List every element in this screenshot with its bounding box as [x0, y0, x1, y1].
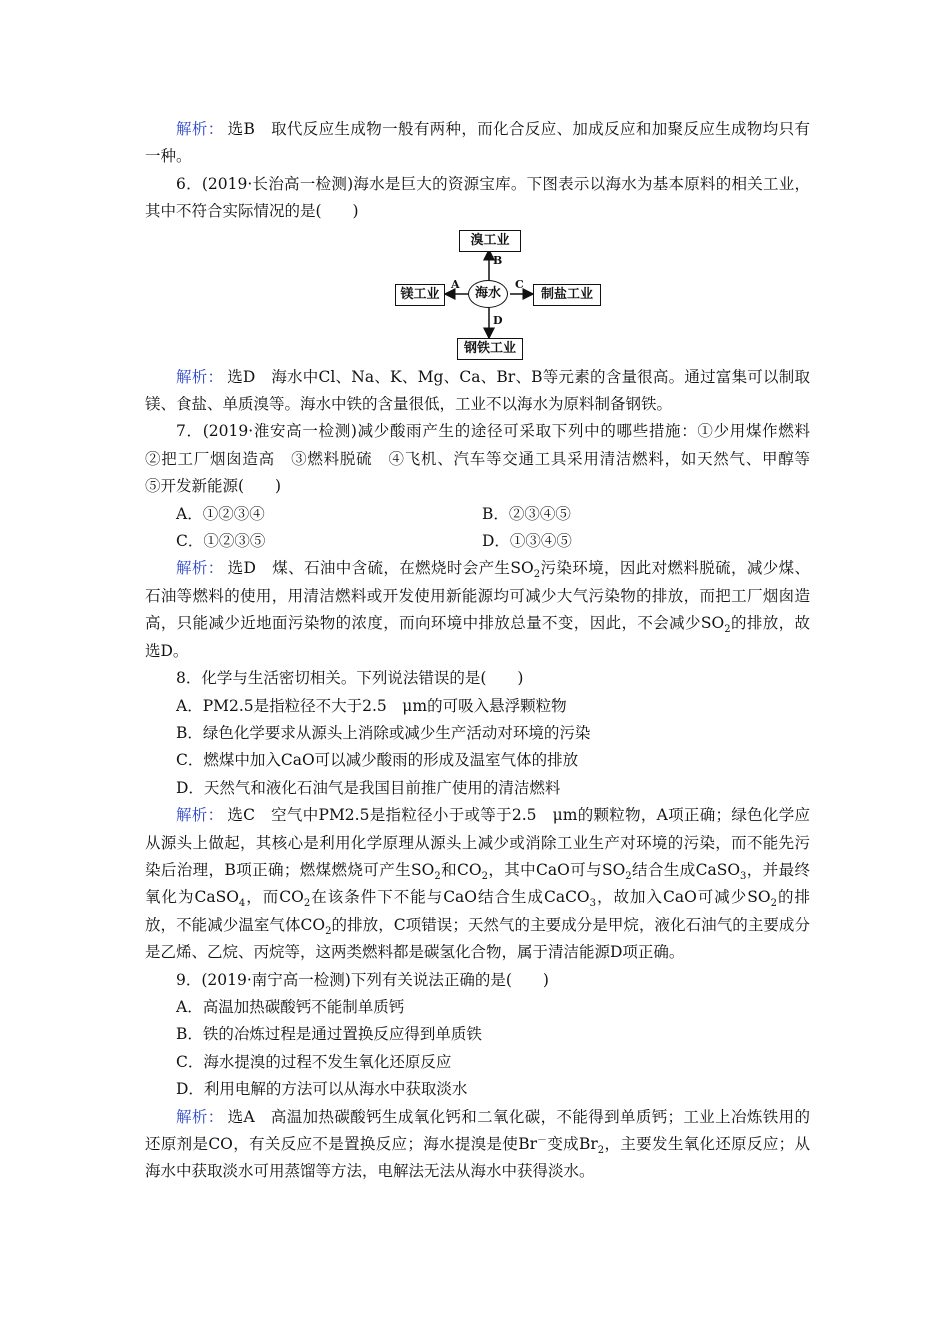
- option-d: D．①③④⑤: [482, 532, 572, 551]
- answer-text: 变成Br: [547, 1135, 598, 1153]
- option-d: D．利用电解的方法可以从海水中获取淡水: [176, 1080, 468, 1099]
- q7-stem: 7．(2019·淮安高一检测)减少酸雨产生的途径可采取下列中的哪些措施：①少用煤作燃料 ②把工厂烟囱造高 ③燃料脱硫 ④飞机、汽车等交通工具采用清洁燃料，如天然气、甲醇等 ⑤开发新能源( ): [145, 422, 826, 496]
- document-body: [145, 116, 826, 1186]
- q7-options-row-1: [145, 501, 810, 528]
- q8-stem: 8．化学与生活密切相关。下列说法错误的是( ): [176, 669, 524, 688]
- answer-text: ，并最终氧化为CaSO: [145, 860, 810, 907]
- option-c: C．燃煤中加入CaO可以减少酸雨的形成及温室气体的排放: [176, 751, 579, 770]
- subscript: 2: [597, 1145, 605, 1157]
- arrow-label-d: D: [493, 313, 503, 327]
- subscript: 2: [434, 871, 441, 883]
- q8-answer: [145, 802, 810, 966]
- answer-text: 选D 海水中Cl、Na、K、Mg、Ca、Br、B等元素的含量很高。通过富集可以制取镁、食盐、单质溴等。海水中铁的含量很低，工业不以海水为原料制备钢铁。: [145, 367, 810, 414]
- answer-text: 污染环境，因此对燃料脱硫，减少煤、石油等燃料的使用，用清洁燃料或开发使用新能源均可减少大气污染物的排放，而把工厂烟囱造高，只能减少近地面污染物的浓度，而向环境中排放总量不变，因此，不会减少SO: [145, 559, 810, 633]
- answer-text: ，主要发生氧化还原反应；从海水中获取淡水可用蒸馏等方法，电解法无法从海水中获得淡水。: [145, 1135, 810, 1181]
- q7-options-row-2: [145, 528, 810, 555]
- subscript: 2: [533, 569, 541, 581]
- option-a: A．PM2.5是指粒径不大于2.5 μm的可吸入悬浮颗粒物: [176, 696, 567, 715]
- answer-text: 结合生成CaSO: [631, 860, 741, 879]
- q6-answer: [145, 364, 810, 419]
- subscript: 2: [770, 898, 777, 910]
- answer-label: 解析：: [176, 120, 224, 138]
- answer-text: 选D 煤、石油中含硫，在燃烧时会产生SO: [227, 559, 534, 578]
- option-a: A．①②③④: [176, 504, 265, 523]
- subscript: 2: [625, 871, 632, 883]
- answer-text: ，其中CaO可与SO: [487, 860, 626, 879]
- arrow-label-b: B: [493, 253, 503, 267]
- option-a: A．高温加热碳酸钙不能制单质钙: [176, 997, 405, 1016]
- q6-stem: 6．(2019·长治高一检测)海水是巨大的资源宝库。下图表示以海水为基本原料的相关工业，其中不符合实际情况的是( ): [145, 174, 810, 221]
- option-c: C．①②③⑤: [176, 532, 266, 551]
- answer-text: 的排放，不能减少温室气体CO: [145, 888, 810, 934]
- answer-text: 和CO: [440, 860, 482, 879]
- answer-text: 的排放，故选D。: [145, 614, 810, 660]
- superscript: －: [537, 1134, 547, 1146]
- subscript: 4: [238, 898, 246, 910]
- answer-text: ，而CO: [245, 888, 304, 907]
- subscript: 2: [303, 898, 311, 910]
- subscript: 2: [724, 624, 731, 636]
- arrow-label-a: A: [451, 277, 460, 291]
- salt-industry-box: 制盐工业: [533, 284, 601, 306]
- answer-text: 选C 空气中PM2.5是指粒径小于或等于2.5 μm的颗粒物，A项正确；绿色化学应从源头上做起，其核心是利用化学原理从源头上减少或消除工业生产对环境的污染，而不能先污染后治理，B项正确；燃煤燃烧可产生SO: [145, 806, 810, 879]
- option-d: D．天然气和液化石油气是我国目前推广使用的清洁燃料: [176, 778, 561, 797]
- answer-text: 选B 取代反应生成物一般有两种，而化合反应、加成反应和加聚反应生成物均只有一种。: [145, 120, 810, 166]
- answer-label: 解析：: [176, 367, 224, 386]
- subscript: 3: [589, 898, 597, 910]
- option-b: B．②③④⑤: [482, 504, 571, 523]
- option-b: B．铁的冶炼过程是通过置换反应得到单质铁: [176, 1025, 482, 1044]
- answer-label: 解析：: [176, 559, 224, 578]
- q9-answer: [145, 1104, 810, 1186]
- q9-stem: 9．(2019·南宁高一检测)下列有关说法正确的是( ): [176, 970, 549, 989]
- bromine-industry-box: 溴工业: [459, 230, 521, 252]
- q7-answer: [145, 555, 810, 665]
- subscript: 2: [325, 925, 332, 937]
- magnesium-industry-box: 镁工业: [395, 284, 445, 306]
- answer-text: 的排放，C项错误；天然气的主要成分是甲烷，液化石油气的主要成分是乙烯、乙烷、丙烷等，这两类燃料都是碳氢化合物，属于清洁能源D项正确。: [145, 915, 810, 962]
- answer-text: 选A 高温加热碳酸钙生成氧化钙和二氧化碳，不能得到单质钙；工业上冶炼铁用的还原剂是CO，有关反应不是置换反应；海水提溴是使Br: [145, 1107, 810, 1153]
- arrow-label-c: C: [515, 277, 524, 291]
- option-b: B．绿色化学要求从源头上消除或减少生产活动对环境的污染: [176, 723, 591, 742]
- answer-label: 解析：: [176, 806, 224, 825]
- subscript: 2: [481, 871, 488, 883]
- seawater-node: 海水: [468, 280, 508, 308]
- seawater-industry-diagram: [145, 230, 810, 362]
- option-c: C．海水提溴的过程不发生氧化还原反应: [176, 1052, 452, 1071]
- answer-label: 解析：: [176, 1107, 224, 1126]
- q5-answer: [145, 116, 810, 171]
- steel-industry-box: 钢铁工业: [457, 338, 523, 360]
- answer-text: ，故加入CaO可减少SO: [596, 888, 771, 907]
- subscript: 3: [740, 871, 747, 883]
- answer-text: 在该条件下不能与CaO结合生成CaCO: [310, 888, 590, 907]
